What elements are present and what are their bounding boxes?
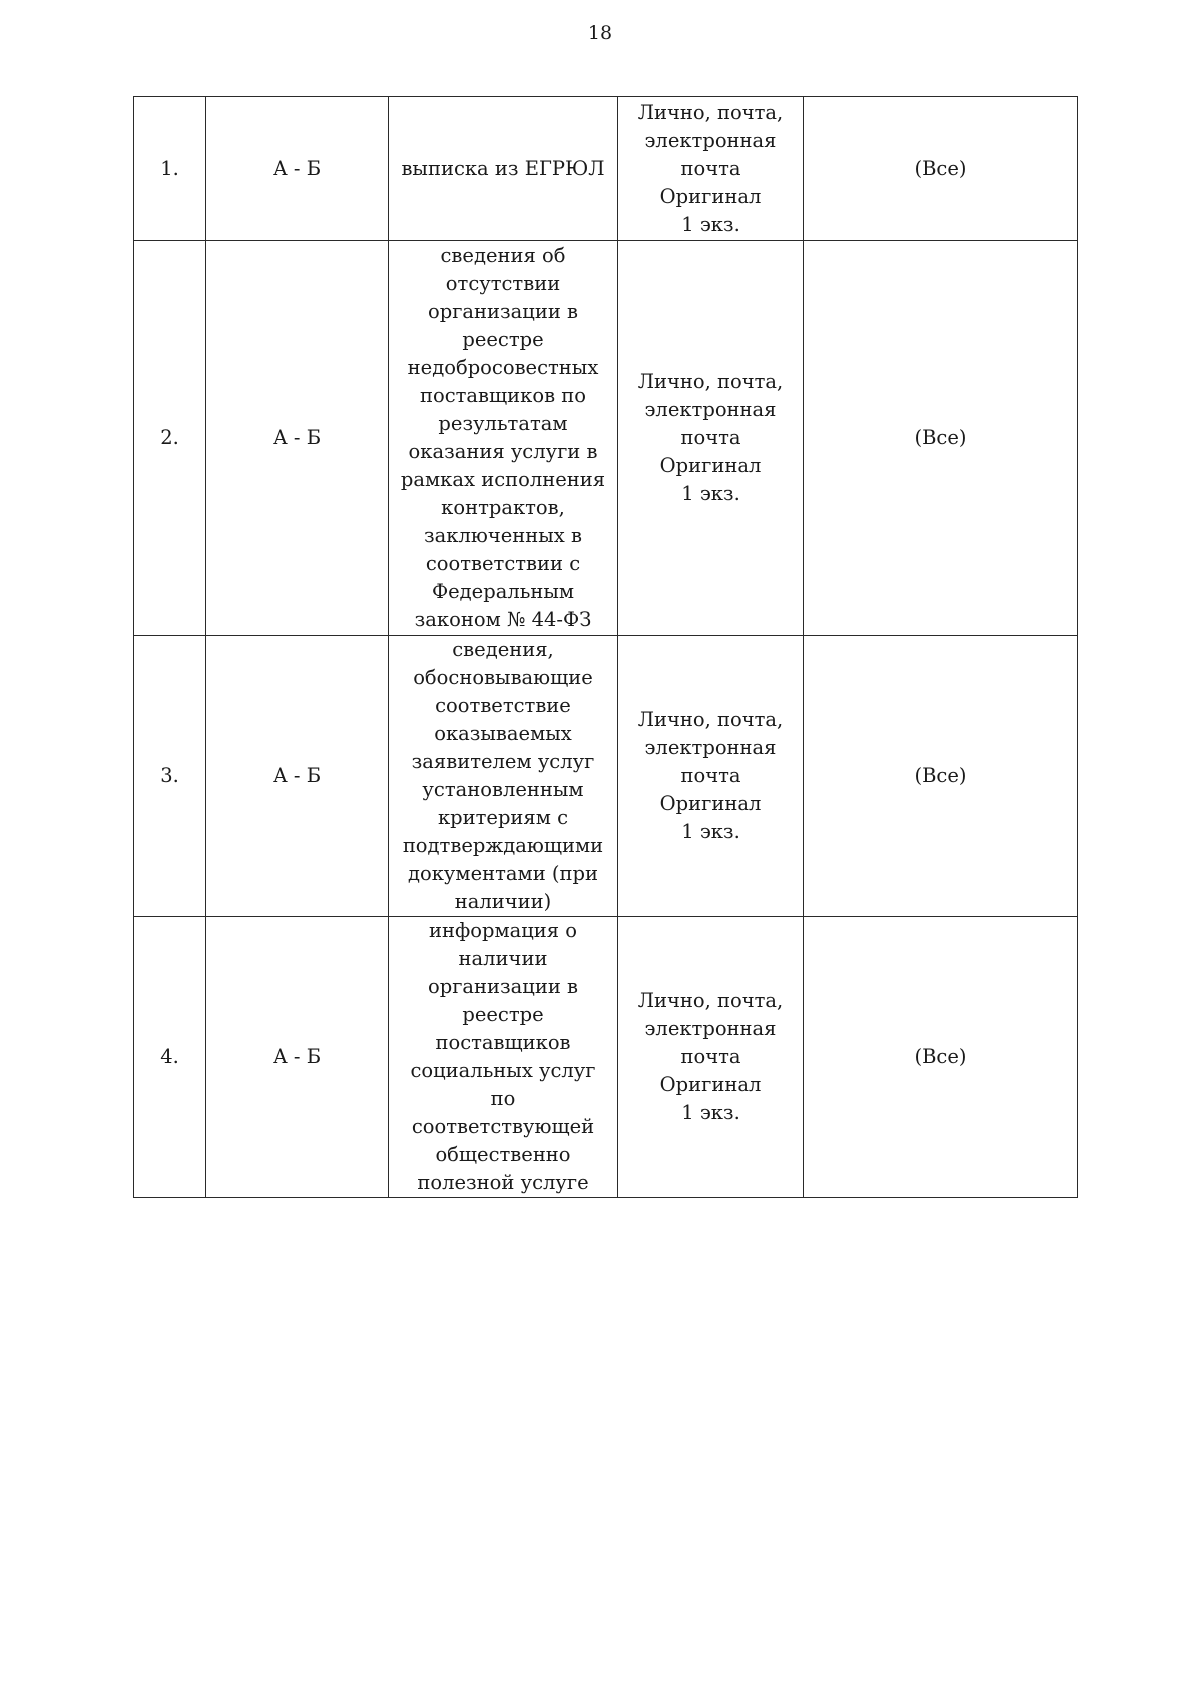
documents-table (133, 96, 1078, 1198)
document-cell: сведения об отсутствии организации в реестре недобросовестных поставщиков по результатам оказания услуги в рамках исполнения контрактов, заключенных в соответствии с Федеральным законом № 44-ФЗ (389, 241, 618, 636)
scope-cell: (Все) (804, 917, 1078, 1198)
scope-cell: (Все) (804, 636, 1078, 917)
table-row (134, 241, 1078, 636)
row-number-cell: 2. (134, 241, 206, 636)
document-cell: выписка из ЕГРЮЛ (389, 97, 618, 241)
row-number-cell: 4. (134, 917, 206, 1198)
row-number-cell: 3. (134, 636, 206, 917)
document-cell: информация о наличии организации в реестре поставщиков социальных услуг по соответствующей общественно полезной услуге (389, 917, 618, 1198)
category-cell: А - Б (206, 241, 389, 636)
submission-method-cell: Лично, почта, электронная почта Оригинал 1 экз. (618, 636, 804, 917)
submission-method-cell: Лично, почта, электронная почта Оригинал 1 экз. (618, 917, 804, 1198)
category-cell: А - Б (206, 917, 389, 1198)
document-cell: сведения, обосновывающие соответствие оказываемых заявителем услуг установленным критериям с подтверждающими документами (при наличии) (389, 636, 618, 917)
category-cell: А - Б (206, 636, 389, 917)
category-cell: А - Б (206, 97, 389, 241)
table-row (134, 636, 1078, 917)
table-row (134, 97, 1078, 241)
row-number-cell: 1. (134, 97, 206, 241)
submission-method-cell: Лично, почта, электронная почта Оригинал 1 экз. (618, 241, 804, 636)
page-number: 18 (587, 22, 613, 44)
submission-method-cell: Лично, почта, электронная почта Оригинал 1 экз. (618, 97, 804, 241)
table-row (134, 917, 1078, 1198)
scope-cell: (Все) (804, 97, 1078, 241)
scope-cell: (Все) (804, 241, 1078, 636)
